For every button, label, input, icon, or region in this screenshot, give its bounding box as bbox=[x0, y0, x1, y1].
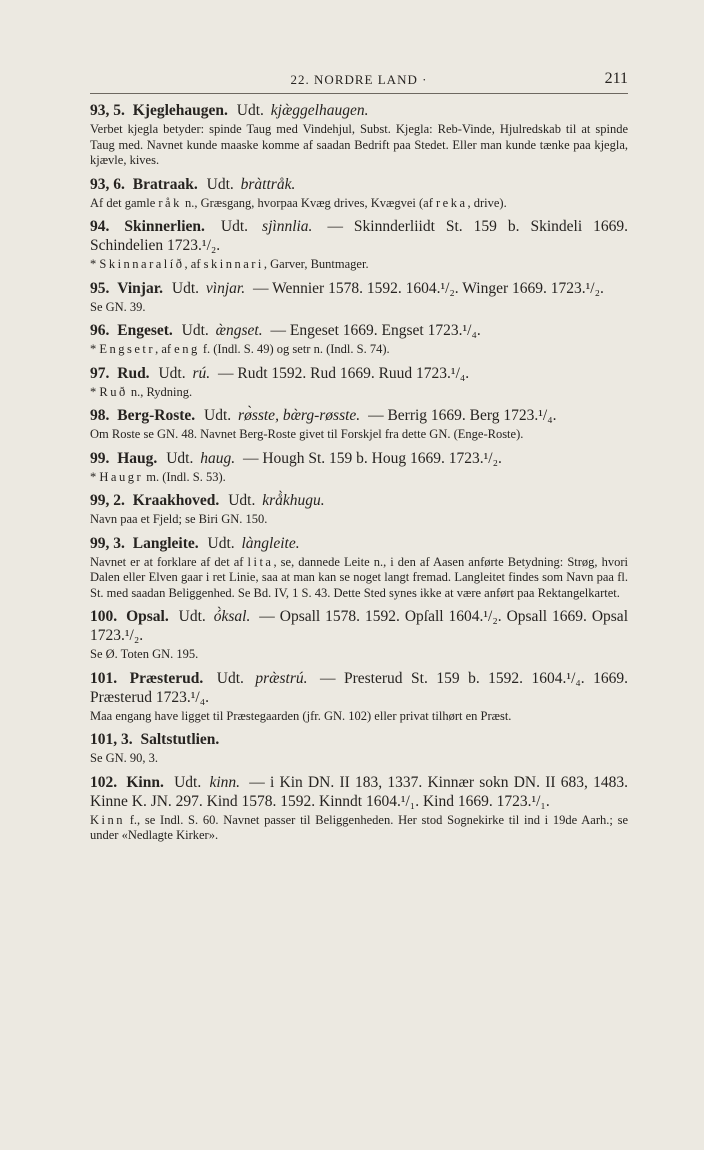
entry-name: Kjeglehaugen. bbox=[132, 102, 228, 119]
entry-name: Kinn. bbox=[126, 773, 164, 791]
spaced-word: reka bbox=[435, 195, 468, 210]
historical-forms: — Skinnderliidt St. 159 b. Skindeli 1669. Schindelien 1723.¹/₂. bbox=[90, 218, 629, 254]
spaced-word: råk bbox=[158, 195, 182, 210]
pronunciation: rú. bbox=[192, 364, 211, 382]
entry-name: Berg-Roste. bbox=[117, 407, 196, 424]
historical-forms: — Berrig 1669. Berg 1723.¹/₄. bbox=[368, 407, 557, 424]
entry-number: 98. bbox=[90, 407, 110, 424]
pronunciation: vìnjar. bbox=[205, 279, 246, 297]
pronunciation: kjæ̀ggelhaugen. bbox=[270, 102, 369, 119]
entry-name: Saltstutlien. bbox=[140, 731, 220, 748]
udt-label: Udt. bbox=[174, 773, 202, 791]
entry-number: 97. bbox=[90, 364, 110, 382]
spaced-word: Engsetr bbox=[99, 342, 156, 356]
entry-93-6 bbox=[90, 175, 628, 212]
entry-name: Engeset. bbox=[117, 322, 173, 339]
udt-label: Udt. bbox=[236, 102, 264, 119]
entry-98 bbox=[90, 406, 628, 443]
entry-101 bbox=[90, 669, 628, 725]
entry-99-2 bbox=[90, 491, 628, 528]
udt-label: Udt. bbox=[216, 669, 244, 687]
entry-97 bbox=[90, 364, 628, 401]
entry-name: Skinnerlien. bbox=[124, 218, 205, 235]
entry-name: Opsal. bbox=[126, 608, 169, 625]
entry-name: Præsterud. bbox=[129, 669, 204, 687]
udt-label: Udt. bbox=[158, 364, 186, 382]
header-rule bbox=[90, 93, 628, 94]
udt-label: Udt. bbox=[166, 449, 194, 467]
udt-label: Udt. bbox=[228, 492, 256, 509]
udt-label: Udt. bbox=[220, 218, 249, 235]
entry-95 bbox=[90, 279, 628, 316]
entry-101-3 bbox=[90, 730, 628, 767]
entry-number: 100. bbox=[90, 608, 118, 625]
historical-forms: — Presterud St. 159 b. 1592. 1604.¹/₄. 1669. Præsterud 1723.¹/₄. bbox=[90, 669, 629, 706]
entry-number: 94. bbox=[90, 218, 110, 235]
entry-note: * Ruð n., Rydning. bbox=[90, 384, 193, 399]
pronunciation: sjìnnlia. bbox=[262, 218, 313, 235]
pronunciation: kinn. bbox=[209, 773, 240, 791]
spaced-word: lita bbox=[247, 554, 274, 569]
pronunciation: làngleite. bbox=[241, 534, 300, 552]
entry-note: Verbet kjegla betyder: spinde Taug med Vindehjul, Subst. Kjegla: Reb-Vinde, Hjulredskab til at spinde Taug med. Navnet kunde maaske komme af saadan Bedrift paa Stedet. Eller man kunde tænke paa kjegla, kjævle, kives. bbox=[90, 122, 628, 167]
entry-number: 93, 6. bbox=[90, 175, 125, 193]
historical-forms: — Engeset 1669. Engset 1723.¹/₄. bbox=[270, 322, 481, 339]
pronunciation: rø̀sste, bæ̀rg-røsste. bbox=[238, 407, 361, 424]
entry-name: Haug. bbox=[117, 449, 158, 467]
entry-number: 93, 5. bbox=[90, 102, 125, 119]
pronunciation: bràttråk. bbox=[240, 175, 296, 193]
entry-note: Se GN. 39. bbox=[90, 299, 146, 314]
udt-label: Udt. bbox=[206, 175, 234, 193]
spaced-word: skinnari bbox=[203, 257, 264, 271]
entry-name: Langleite. bbox=[132, 534, 199, 552]
historical-forms: — Rudt 1592. Rud 1669. Ruud 1723.¹/₄. bbox=[217, 364, 470, 382]
spaced-word: Haugr bbox=[99, 469, 144, 484]
udt-label: Udt. bbox=[171, 279, 200, 297]
entry-name: Vinjar. bbox=[117, 279, 164, 297]
entry-number: 99, 3. bbox=[90, 534, 125, 552]
entry-number: 101. bbox=[90, 669, 118, 687]
running-title: 22. NORDRE LAND · bbox=[290, 72, 428, 87]
pronunciation: ó̀ksal. bbox=[213, 608, 251, 625]
entry-102 bbox=[90, 773, 628, 844]
udt-label: Udt. bbox=[204, 407, 232, 424]
entry-note: Om Roste se GN. 48. Navnet Berg-Roste givet til Forskjel fra dette GN. (Enge-Roste). bbox=[90, 427, 524, 441]
pronunciation: æ̀ngset. bbox=[215, 322, 263, 339]
entry-note: Maa engang have ligget til Præstegaarden (jfr. GN. 102) eller privat tilhørt en Præst. bbox=[90, 708, 512, 723]
entry-name: Kraakhoved. bbox=[132, 492, 220, 509]
entry-note: * Haugr m. (Indl. S. 53). bbox=[90, 469, 226, 484]
entry-number: 96. bbox=[90, 322, 110, 339]
running-header bbox=[90, 70, 628, 92]
entry-note: Navnet er at forklare af det af lita, se, dannede Leite n., i den af Aasen anførte Betydning: Strøg, hvori Dalen eller Elven gaar i ret Linie, saa at man kan se noget langt fremad. Langleitet findes som Navn paa fl. St. med saadan Beliggenhed. Se Bd. IV, 1 S. 43. Dette Sted synes ikke at være anført paa Rektangelkartet. bbox=[90, 554, 628, 600]
historical-forms: — Wennier 1578. 1592. 1604.¹/₂. Winger 1669. 1723.¹/₂. bbox=[252, 279, 604, 297]
entry-number: 102. bbox=[90, 773, 118, 791]
udt-label: Udt. bbox=[207, 534, 235, 552]
spaced-word: Skinnaralíð bbox=[99, 257, 185, 271]
pronunciation: krå̀khugu. bbox=[262, 492, 325, 509]
entry-note: Navn paa et Fjeld; se Biri GN. 150. bbox=[90, 512, 268, 526]
entry-name: Rud. bbox=[117, 364, 150, 382]
entries-list bbox=[90, 101, 628, 850]
entry-note: Kinn f., se Indl. S. 60. Navnet passer til Beliggenheden. Her stod Sognekirke til ind i 19de Aarh.; se under «Nedlagte Kirker». bbox=[90, 812, 628, 842]
pronunciation: præ̀strú. bbox=[255, 669, 308, 687]
historical-forms: — i Kin DN. II 183, 1337. Kinnær sokn DN. II 683, 1483. Kinne K. JN. 297. Kind 1578. 1592. Kinndt 1604.¹/₁. Kind 1669. 1723.¹/₁. bbox=[90, 773, 629, 810]
entry-note: * Engsetr, af eng f. (Indl. S. 49) og setr n. (Indl. S. 74). bbox=[90, 342, 390, 356]
entry-note: * Skinnaralíð, af skinnari, Garver, Buntmager. bbox=[90, 257, 369, 271]
entry-note: Se Ø. Toten GN. 195. bbox=[90, 647, 199, 661]
entry-number: 99, 2. bbox=[90, 492, 125, 509]
entry-number: 95. bbox=[90, 279, 110, 297]
entry-100 bbox=[90, 607, 628, 663]
entry-name: Bratraak. bbox=[132, 175, 198, 193]
historical-forms: — Opsall 1578. 1592. Opſall 1604.¹/₂. Opsall 1669. Opsal 1723.¹/₂. bbox=[90, 608, 628, 644]
entry-99-3 bbox=[90, 534, 628, 602]
spaced-word: Ruð bbox=[99, 384, 128, 399]
entry-96 bbox=[90, 321, 628, 358]
spaced-word: eng bbox=[174, 342, 200, 356]
page-number: 211 bbox=[604, 70, 628, 87]
udt-label: Udt. bbox=[178, 608, 206, 625]
entry-94 bbox=[90, 217, 628, 273]
udt-label: Udt. bbox=[181, 322, 209, 339]
entry-number: 101, 3. bbox=[90, 731, 133, 748]
pronunciation: haug. bbox=[200, 449, 236, 467]
entry-93-5 bbox=[90, 101, 628, 169]
historical-forms: — Hough St. 159 b. Houg 1669. 1723.¹/₂. bbox=[242, 449, 502, 467]
entry-99 bbox=[90, 449, 628, 486]
entry-note: Af det gamle råk n., Græsgang, hvorpaa Kvæg drives, Kvægvei (af reka, drive). bbox=[90, 195, 507, 210]
spaced-word: Kinn bbox=[90, 812, 125, 827]
entry-number: 99. bbox=[90, 449, 110, 467]
entry-note: Se GN. 90, 3. bbox=[90, 751, 159, 765]
